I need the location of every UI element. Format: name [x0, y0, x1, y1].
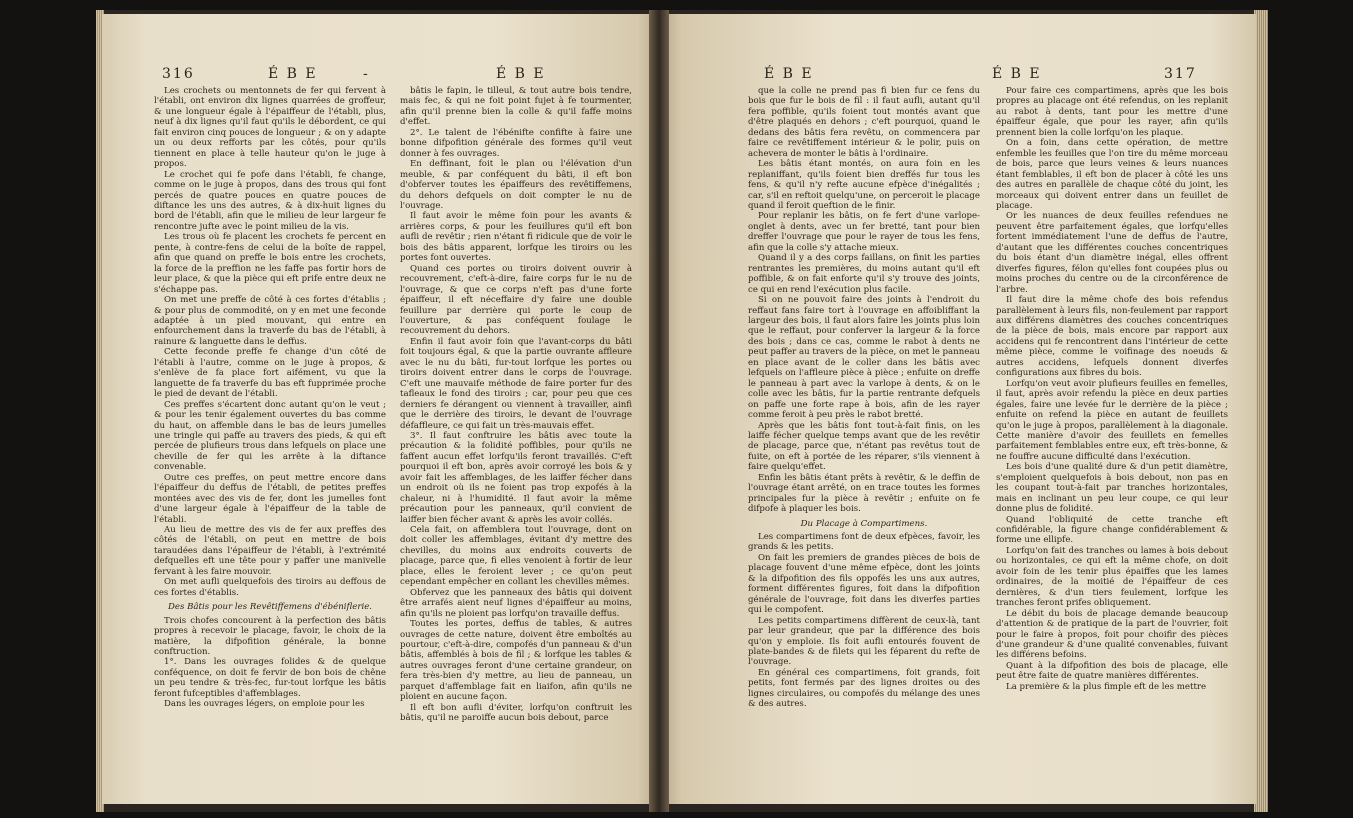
right-page: [658, 14, 1256, 804]
paragraph: 3°. Il faut conftruire les bâtis avec toute la précaution & la folidité poffibles, pour qu'ils ne faffent aucun effet lorfqu'ils feront travaillés. C'eft pourquoi il eft bon, après avoir corroyé les bois & y avoir fait les affemblages, de les laiffer fécher dans un endroit où ils ne foient pas trop expofés à la chaleur, ni à l'humidité. Il faut avoir la même précaution pour les panneaux, qu'il convient de laiffer bien fécher avant & après les avoir collés.: [400, 430, 632, 525]
paragraph: Dans les ouvrages légers, on emploie pour les: [164, 699, 365, 710]
paragraph: On met une preffe de côté à ces fortes d'établis ; & pour plus de commodité, on y en met une feconde adaptée à un pied mouvant, qui entre en enfourchement dans la traverfe du bas de l'établi, à rainure & languette dans le deffus.: [154, 295, 386, 347]
paragraph: Il faut avoir le même foin pour les avants & arrières corps, & pour les feuillures qu'il eft bon aufli de revêtir ; rien n'étant fi ridicule que de voir le bois des bâtis apparent, lorfque les tiroirs ou les portes font ouvertes.: [400, 211, 632, 264]
right-column-2: [996, 86, 1228, 692]
paragraph: Outre ces preffes, on peut mettre encore dans l'épaiffeur du deffus de l'établi, de petites preffes montées avec des vis de fer, dont les jumelles font d'une largeur égale à l'épaiffeur de la table de l'établi.: [154, 472, 386, 525]
paragraph: que la colle ne prend pas fi bien fur ce fens du bois que fur le bois de fil : il faut aufli, autant qu'il fera poffible, qu'ils foient tout montés avant que d'être plaqués en dehors ; c'eft pourquoi, quand le dedans des bâtis fera revêtu, on commencera par faire ce revêtiffement intérieur & le polir, puis on achevera de monter le bâtis à l'ordinaire.: [748, 86, 980, 159]
paragraph: On met aufli quelquefois des tiroirs au deffous de ces fortes d'établis.: [154, 577, 386, 598]
separator-mark: -: [363, 66, 370, 82]
paragraph: Les trous où fe placent les crochets fe percent en pente, à contre-fens de celui de la boîte de rappel, afin que quand on preffe le bois entre les crochets, la force de la preffion ne les faffe pas fortir hors de leur place, & que la pièce qui eft prife entre deux ne s'échappe pas.: [154, 232, 386, 295]
section-heading: Des Bâtis pour les Revêtiffemens d'ébéniflerie.: [167, 602, 373, 613]
right-column-1: [748, 86, 980, 710]
paragraph: Au lieu de mettre des vis de fer aux preffes des côtés de l'établi, on peut en mettre de bois taraudées dans l'épaiffeur de l'établi, à l'extrémité defquelles eft une tête pour y paffer une manivelle fervant à les faire mouvoir.: [154, 525, 386, 577]
paragraph: On fait les premiers de grandes pièces de bois de placage fouvent d'une même efpèce, dont les joints & la difpofition des fils oppofés les uns aux autres, forment différentes figures, foit dans la difpofition générale de l'ouvrage, foit dans les diverfes parties qui le compofent.: [748, 552, 980, 616]
paragraph: Après que les bâtis font tout-à-fait finis, on les laiffe fécher quelque temps avant que de les revêtir de placage, parce que, n'étant pas revêtus tout de fuite, on eft à portée de les réparer, s'ils viennent à faire quelqu'effet.: [748, 420, 980, 473]
paragraph: On a foin, dans cette opération, de mettre enfemble les feuilles que l'on tire du même morceau de bois, parce que leurs veines & leurs nuances étant femblables, il eft bon de placer à côté les uns des autres en parallèle de chaque côté du joint, les morceaux qui doivent entrer dans un feuillet de placage.: [996, 138, 1228, 211]
paragraph: Quand l'obliquité de cette tranche eft confidérable, la figure change confidérablement & forme une ellipfe.: [996, 514, 1228, 546]
paragraph: Pour faire ces compartimens, après que les bois propres au placage ont été refendus, on les replanit au rabot à dents, tant pour les mettre d'une épaiffeur égale, que pour les rayer, afin qu'ils prennent bien la colle lorfqu'on les plaque.: [996, 86, 1228, 138]
paragraph: Quand ces portes ou tiroirs doivent ouvrir à recouvrement, c'eft-à-dire, faire corps fur le nu de l'ouvrage, & que ce corps n'eft pas d'une forte épaiffeur, il eft néceffaire d'y faire une double feuillure par derrière qui porte le coup de l'ouverture, & pas conféquent foulage le recouvrement du dehors.: [400, 263, 632, 337]
paragraph: Quant à la difpofition des bois de placage, elle peut être faite de quatre manières différentes.: [996, 660, 1228, 682]
paragraph: bâtis le fapin, le tilleul, & tout autre bois tendre, mais fec, & qui ne foit point fujet à fe tourmenter, afin qu'il prenne bien la colle & qu'il faffe moins d'effet.: [400, 86, 632, 128]
paragraph: Cette feconde preffe fe change d'un côté de l'établi à l'autre, comme on le juge à propos, & s'enlève de fa place fort aifément, vu que la languette de fa traverfe du bas eft fupprimée proche le pied de devant de l'établi.: [154, 347, 386, 400]
page-edges-right: [1254, 10, 1268, 812]
paragraph: Le débit du bois de placage demande beaucoup d'attention & de pratique de la part de l'ouvrier, foit pour le faire à propos, foit pour choifir des pièces d'une grandeur & d'une qualité convenables, fuivant les différens befoins.: [996, 608, 1228, 661]
paragraph: Il eft bon aufli d'éviter, lorfqu'on conftruit les bâtis, qu'il ne paroiffe aucun bois debout, parce: [400, 702, 632, 724]
section-heading: Du Placage à Compartimens.: [800, 518, 928, 529]
headword-right-a: É B E: [764, 66, 814, 82]
page-number-right: 317: [1164, 66, 1197, 82]
paragraph: En général ces compartimens, foit grands, foit petits, font fermés par des lignes droites ou des lignes circulaires, ou compofés du mélange des unes & des autres.: [748, 667, 980, 710]
paragraph: Si on ne pouvoit faire des joints à l'endroit du reffaut fans faire tort à l'ouvrage en affoibliffant la largeur des bois, il faut alors faire les joints plus loin que le reffaut, pour conferver la largeur & la force des bois ; dans ce cas, comme le rabot à dents ne peut paffer au travers de la pièce, on met le panneau en place avant de le coller dans les bâtis avec lefquels on l'affleure pièce à pièce ; enfuite on dreffe le panneau à part avec la varlope à dents, & on le colle avec les bâtis, fur la partie rentrante defquels on paffe une forte rape à bois, afin de les rayer comme feroit à peu près le rabot bretté.: [748, 295, 980, 421]
paragraph: Il faut dire la même chofe des bois refendus parallèlement à leurs fils, non-feulement par rapport aux différens diamètres des couches concentriques de la pièce de bois, mais encore par rapport aux accidens qui fe rencontrent dans l'intérieur de cette même pièce, comme le voifinage des noeuds & autres accidens, lefquels donnent diverfes configurations aux fibres du bois.: [996, 295, 1228, 379]
headword-left-a: É B E: [268, 66, 318, 82]
paragraph: 2°. Le talent de l'ébénifte confifte à faire une bonne difpofition générale des formes qu'il veut donner à fes ouvrages.: [400, 127, 632, 159]
paragraph: Les petits compartimens diffèrent de ceux-là, tant par leur grandeur, que par la différence des bois qu'on y emploie. Ils foit aufli entourés fouvent de plate-bandes & de filets qui les féparent du refte de l'ouvrage.: [748, 615, 980, 668]
paragraph: En deffinant, foit le plan ou l'élévation d'un meuble, & par conféquent du bâti, il eft bon d'obferver toutes les épaiffeurs des revêtiffemens, du dehors defquels on doit compter le nu de l'ouvrage.: [400, 159, 632, 211]
open-book: [96, 10, 1268, 812]
paragraph: La première & la plus fimple eft de les mettre: [1006, 681, 1207, 692]
paragraph: Toutes les portes, deffus de tables, & autres ouvrages de cette nature, doivent être emboîtés au pourtour, c'eft-à-dire, compofés d'un panneau & d'un bâtis, affemblés à bois de fil ; & lorfque les tables & autres ouvrages feront d'une certaine grandeur, on fera très-bien d'y mettre, au lieu de panneau, un parquet d'affemblage fait en liaifon, afin qu'ils ne ploient en aucune façon.: [400, 619, 632, 703]
paragraph: Les compartimens font de deux efpèces, favoir, les grands & les petits.: [748, 532, 980, 553]
paragraph: Trois chofes concourent à la perfection des bâtis propres à recevoir le placage, favoir, le choix de la matière, la difpofition générale, la bonne conftruction.: [154, 615, 386, 658]
headword-left-b: É B E: [496, 66, 546, 82]
paragraph: Les bois d'une qualité dure & d'un petit diamètre, s'emploient quelquefois à bois debout, non pas en les coupant tout-à-fait par tranches horizontales, mais en inclinant un peu leur coupe, ce qui leur donne plus de folidité.: [996, 462, 1228, 515]
paragraph: Or les nuances de deux feuilles refendues ne peuvent être parfaitement égales, que lorfqu'elles fortent immédiatement l'une de deffus de l'autre, d'autant que les différentes couches concentriques du bois étant d'un diamètre inégal, elles offrent diverfes figures, félon qu'elles font coupées plus ou moins proches du centre ou de la circonférence de l'arbre.: [996, 211, 1228, 295]
paragraph: Obfervez que les panneaux des bâtis qui doivent être arrafés aient neuf lignes d'épaiffeur au moins, afin qu'ils ne ploient pas lorfqu'on travaille deffus.: [400, 587, 632, 619]
paragraph: Les crochets ou mentonnets de fer qui fervent à l'établi, ont environ dix lignes quarrées de groffeur, & une longueur égale à l'épaiffeur de l'établi, plus, neuf à dix lignes qu'il faut qu'ils le débordent, ce qui fait environ cinq pouces de longueur ; & on y adapte un ou deux refforts par les côtés, pour qu'ils tiennent en place à telle hauteur qu'on le juge à propos.: [154, 86, 386, 170]
paragraph: Cela fait, on affemblera tout l'ouvrage, dont on doit coller les affemblages, évitant d'y mettre des chevilles, du moins aux endroits couverts de placage, parce que, fi elles venoient à fortir de leur place, elles le feroient lever ; ce qu'on peut cependant empêcher en collant les chevilles mêmes.: [400, 525, 632, 588]
left-column-1: [154, 86, 386, 710]
headword-right-b: É B E: [992, 66, 1042, 82]
paragraph: Pour replanir les bâtis, on fe fert d'une varlope-onglet à dents, avec un fer bretté, tant pour bien dreffer l'ouvrage que pour le rayer de tous les fens, afin que la colle s'y attache mieux.: [748, 211, 980, 253]
paragraph: Le crochet qui fe pofe dans l'établi, fe change, comme on le juge à propos, dans des trous qui font percés de quatre pouces en quatre pouces de diftance les uns des autres, & à dix-huit lignes du bord de l'établi, afin que le milieu de leur largeur fe rencontre jufte avec le point milieu de la vis.: [154, 169, 386, 232]
page-number-left: 316: [162, 66, 195, 82]
paragraph: Quand il y a des corps faillans, on finit les parties rentrantes les premières, du moins autant qu'il eft poffible, & on fait enforte qu'il s'y trouve des joints, ce qui en rend l'exécution plus facile.: [748, 253, 980, 295]
paragraph: Les bâtis étant montés, on aura foin en les replaniffant, qu'ils foient bien dreffés fur tous les fens, & qu'il n'y refte aucune efpèce d'inégalités ; car, s'il en reftoit quelqu'une, on perceroit le placage quand il feroit queftion de le finir.: [748, 159, 980, 211]
paragraph: Lorfqu'on fait des tranches ou lames à bois debout ou horizontales, ce qui eft la même chofe, on doit avoir foin de les tenir plus épaiffes que les lames ordinaires, de la moitié de l'épaiffeur de ces dernières, & d'un tiers feulement, lorfque les tranches feront prifes obliquement.: [996, 545, 1228, 609]
paragraph: Enfin les bâtis étant prêts à revêtir, & le deffin de l'ouvrage étant arrêté, on en trace toutes les formes principales fur la pièce à revêtir ; enfuite on fe difpofe à plaquer les bois.: [748, 472, 980, 515]
left-page: [102, 14, 660, 804]
paragraph: 1°. Dans les ouvrages folides & de quelque conféquence, on doit fe fervir de bon bois de chêne un peu tendre & très-fec, fur-tout lorfque les bâtis feront fufceptibles d'affemblages.: [154, 657, 386, 699]
book-gutter: [649, 10, 669, 812]
paragraph: Ces preffes s'écartent donc autant qu'on le veut ; & pour les tenir également ouvertes du bas comme du haut, on affemble dans le bas de leurs jumelles une tringle qui paffe au travers des pieds, & qui eft percée de plufieurs trous dans lefquels on place une cheville de fer qui les arrête à la diftance convenable.: [154, 399, 386, 473]
paragraph: Enfin il faut avoir foin que l'avant-corps du bâti foit toujours égal, & que la partie ouvrante affleure avec le nu du bâti, fur-tout lorfque les portes ou tiroirs doivent entrer dans le corps de l'ouvrage. C'eft une mauvaife méthode de faire porter fur des tafleaux le fond des tiroirs ; car, pour peu que ces derniers fe dérangent ou viennent à travailler, ainfi que le derrière des tiroirs, le devant de l'ouvrage défaffleure, ce qui fait un très-mauvais effet.: [400, 336, 632, 431]
left-column-2: [400, 86, 632, 724]
paragraph: Lorfqu'on veut avoir plufieurs feuilles en femelles, il faut, après avoir refendu la pièce en deux parties égales, faire une levée fur le derrière de la pièce ; enfuite on refend la pièce en autant de feuillets qu'on le juge à propos, parallèlement à la diagonale. Cette manière d'avoir des feuillets en femelles parfaitement femblables entre eux, eft très-bonne, & ne fouffre aucune difficulté dans l'exécution.: [996, 378, 1228, 462]
